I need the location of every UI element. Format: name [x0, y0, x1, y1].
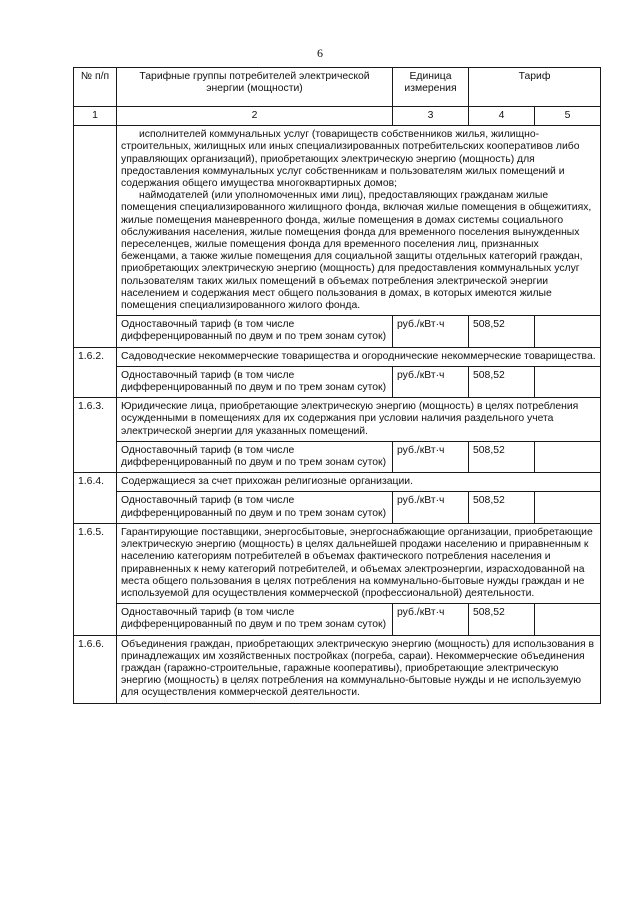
column-number-row: [74, 107, 601, 126]
col-number-2: 2: [117, 107, 393, 126]
section-number: 1.6.3.: [74, 398, 117, 473]
tariff-label: Одноставочный тариф (в том числе дифференцированный по двум и по трем зонам суток): [117, 441, 393, 472]
intro-paragraph-1: исполнителей коммунальных услуг (товариществ собственников жилья, жилищно-строительных, жилищных или иных специализированных потребительских кооперативов либо управляющих организаций), приобретающих электрическую энергию (мощность) для предоставления коммунальных услуг собственникам и пользователям жилых помещений и содержания общего имущества многоквартирных домов;: [121, 129, 580, 190]
section-row: [74, 635, 601, 703]
tariff-unit: руб./кВт·ч: [393, 604, 469, 635]
section-number: 1.6.2.: [74, 347, 117, 398]
tariff-row: [74, 492, 601, 523]
tariff-unit: руб./кВт·ч: [393, 316, 469, 347]
tariff-value-empty: [535, 441, 601, 472]
tariff-value-empty: [535, 316, 601, 347]
tariff-value-empty: [535, 366, 601, 397]
section-row: [74, 473, 601, 492]
header-tariff: Тариф: [469, 68, 601, 107]
header-num: № п/п: [74, 68, 117, 107]
page-number: 6: [317, 46, 323, 60]
section-text: Садоводческие некоммерческие товарищества и огороднические некоммерческие товарищества.: [117, 347, 601, 366]
row-number-empty: [74, 126, 117, 347]
intro-row: [74, 126, 601, 316]
header-unit: Единица измерения: [393, 68, 469, 107]
section-number: 1.6.4.: [74, 473, 117, 524]
tariff-value: 508,52: [469, 316, 535, 347]
tariff-value-empty: [535, 604, 601, 635]
tariff-label: Одноставочный тариф (в том числе дифференцированный по двум и по трем зонам суток): [117, 316, 393, 347]
tariff-label: Одноставочный тариф (в том числе дифференцированный по двум и по трем зонам суток): [117, 492, 393, 523]
intro-paragraph-2: наймодателей (или уполномоченных ими лиц), предоставляющих гражданам жилые помещения специализированного жилищного фонда, включая жилые помещения в общежитиях, жилые помещения маневренного фонда, жилые помещения в домах системы социального обслуживания населения, жилые помещения фонда для временного поселения вынужденных переселенцев, жилые помещения фонда для временного поселения лиц, признанных беженцами, а также жилые помещения для социальной защиты отдельных категорий граждан, приобретающих электрическую энергию (мощность) для предоставления коммунальных услуг пользователям таких жилых помещений в объемах потребления электрической энергии населением и содержания мест общего пользования в домах, в которых имеются жилые помещения специализированного жилого фонда.: [121, 190, 592, 312]
section-number: 1.6.5.: [74, 523, 117, 635]
col-number-1: 1: [74, 107, 117, 126]
section-text: Содержащиеся за счет прихожан религиозные организации.: [117, 473, 601, 492]
tariff-value: 508,52: [469, 604, 535, 635]
tariff-row: [74, 316, 601, 347]
intro-text: [117, 126, 601, 316]
tariff-unit: руб./кВт·ч: [393, 366, 469, 397]
tariff-row: [74, 604, 601, 635]
section-text: Юридические лица, приобретающие электрическую энергию (мощность) в целях потребления осужденными в помещениях для их содержания при условии наличия раздельного учета электрической энергии для указанных помещений.: [117, 398, 601, 442]
tariff-value: 508,52: [469, 441, 535, 472]
tariff-unit: руб./кВт·ч: [393, 441, 469, 472]
section-number: 1.6.6.: [74, 635, 117, 703]
tariff-value-empty: [535, 492, 601, 523]
section-row: [74, 398, 601, 442]
tariff-value: 508,52: [469, 366, 535, 397]
section-row: [74, 347, 601, 366]
tariff-unit: руб./кВт·ч: [393, 492, 469, 523]
col-number-3: 3: [393, 107, 469, 126]
tariff-label: Одноставочный тариф (в том числе дифференцированный по двум и по трем зонам суток): [117, 604, 393, 635]
tariff-value: 508,52: [469, 492, 535, 523]
col-number-4: 4: [469, 107, 535, 126]
tariff-table: [73, 67, 601, 704]
section-row: [74, 523, 601, 603]
table-header-row: [74, 68, 601, 107]
header-groups: Тарифные группы потребителей электрической энергии (мощности): [117, 68, 393, 107]
section-text: Объединения граждан, приобретающих электрическую энергию (мощность) для использования в принадлежащих им хозяйственных постройках (погреба, сараи). Некоммерческие объединения граждан (гаражно-строительные, гаражные кооперативы), приобретающие электрическую энергию (мощность) в целях потребления на коммунально-бытовые нужды и не используемую для осуществления коммерческой деятельности.: [117, 635, 601, 703]
section-text: Гарантирующие поставщики, энергосбытовые, энергоснабжающие организации, приобретающие электрическую энергию (мощность) в целях дальнейшей продажи населению и приравненным к населению категориям потребителей в объемах фактического потребления населения и приравненных к нему категорий потребителей, и объемах электроэнергии, израсходованной на места общего пользования в целях потребления на коммунально-бытовые нужды граждан и не используемой для осуществления коммерческой (профессиональной) деятельности.: [117, 523, 601, 603]
col-number-5: 5: [535, 107, 601, 126]
tariff-row: [74, 366, 601, 397]
tariff-row: [74, 441, 601, 472]
tariff-label: Одноставочный тариф (в том числе дифференцированный по двум и по трем зонам суток): [117, 366, 393, 397]
